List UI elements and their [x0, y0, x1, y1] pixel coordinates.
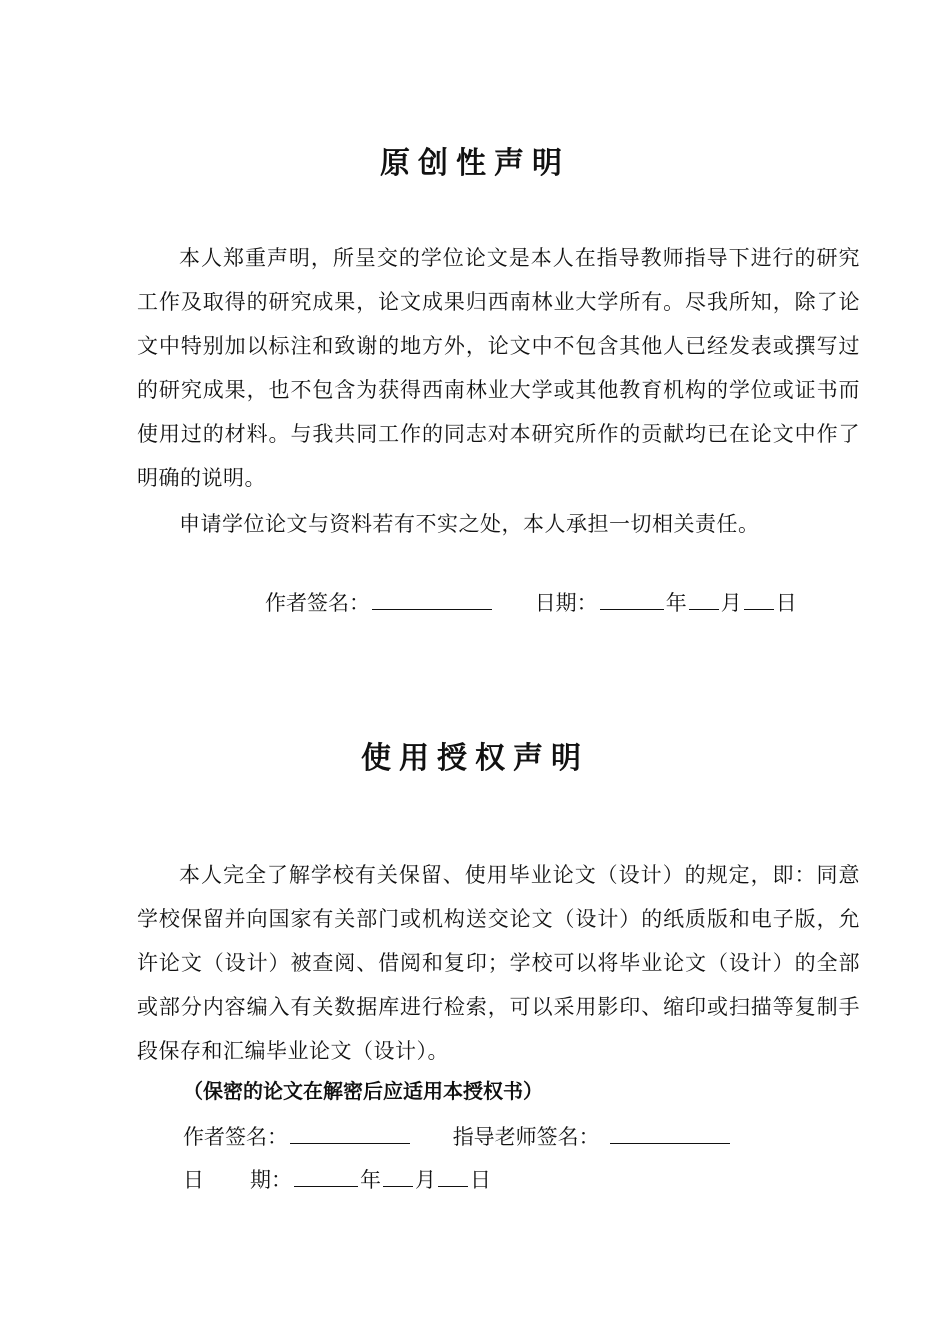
authorization-date-line [183, 1164, 491, 1195]
author-signature-label: 作者签名： [265, 591, 370, 615]
date-label-first-char: 日 [183, 1168, 204, 1192]
responsibility-paragraph: 申请学位论文与资料若有不实之处，本人承担一切相关责任。 [179, 512, 760, 536]
authorization-signature-line [183, 1121, 732, 1152]
date-label: 日期： [534, 591, 598, 615]
date-label-second-char: 期： [250, 1168, 292, 1192]
month-blank[interactable] [689, 587, 719, 610]
year-blank[interactable] [600, 587, 664, 610]
confidential-note: （保密的论文在解密后应适用本授权书） [183, 1079, 543, 1103]
author-signature-blank[interactable] [290, 1121, 410, 1144]
year-label: 年 [665, 591, 687, 615]
year-blank[interactable] [294, 1164, 358, 1187]
month-label: 月 [720, 591, 742, 615]
month-label: 月 [415, 1168, 436, 1192]
year-label: 年 [360, 1168, 381, 1192]
day-label: 日 [775, 591, 797, 615]
authorization-title: 使用授权声明 [361, 741, 589, 776]
day-blank[interactable] [744, 587, 774, 610]
month-blank[interactable] [383, 1164, 413, 1187]
author-signature-label: 作者签名： [183, 1125, 288, 1149]
originality-signature-line [265, 587, 797, 618]
advisor-signature-label: 指导老师签名： [452, 1125, 600, 1149]
authorization-paragraph: 本人完全了解学校有关保留、使用毕业论文（设计）的规定，即：同意学校保留并向国家有关部门或机构送交论文（设计）的纸质版和电子版，允许论文（设计）被查阅、借阅和复印；学校可以将毕业论文（设计）的全部或部分内容编入有关数据库进行检索，可以采用影印、缩印或扫描等复制手段保存和汇编毕业论文（设计）。 [137, 863, 860, 1063]
day-blank[interactable] [438, 1164, 468, 1187]
day-label: 日 [470, 1168, 491, 1192]
advisor-signature-blank[interactable] [610, 1121, 730, 1144]
originality-paragraph: 本人郑重声明，所呈交的学位论文是本人在指导教师指导下进行的研究工作及取得的研究成果，论文成果归西南林业大学所有。尽我所知，除了论文中特别加以标注和致谢的地方外，论文中不包含其他人已经发表或撰写过的研究成果，也不包含为获得西南林业大学或其他教育机构的学位或证书而使用过的材料。与我共同工作的同志对本研究所作的贡献均已在论文中作了明确的说明。 [137, 246, 860, 490]
author-signature-blank[interactable] [372, 587, 492, 610]
originality-title: 原创性声明 [380, 146, 570, 181]
